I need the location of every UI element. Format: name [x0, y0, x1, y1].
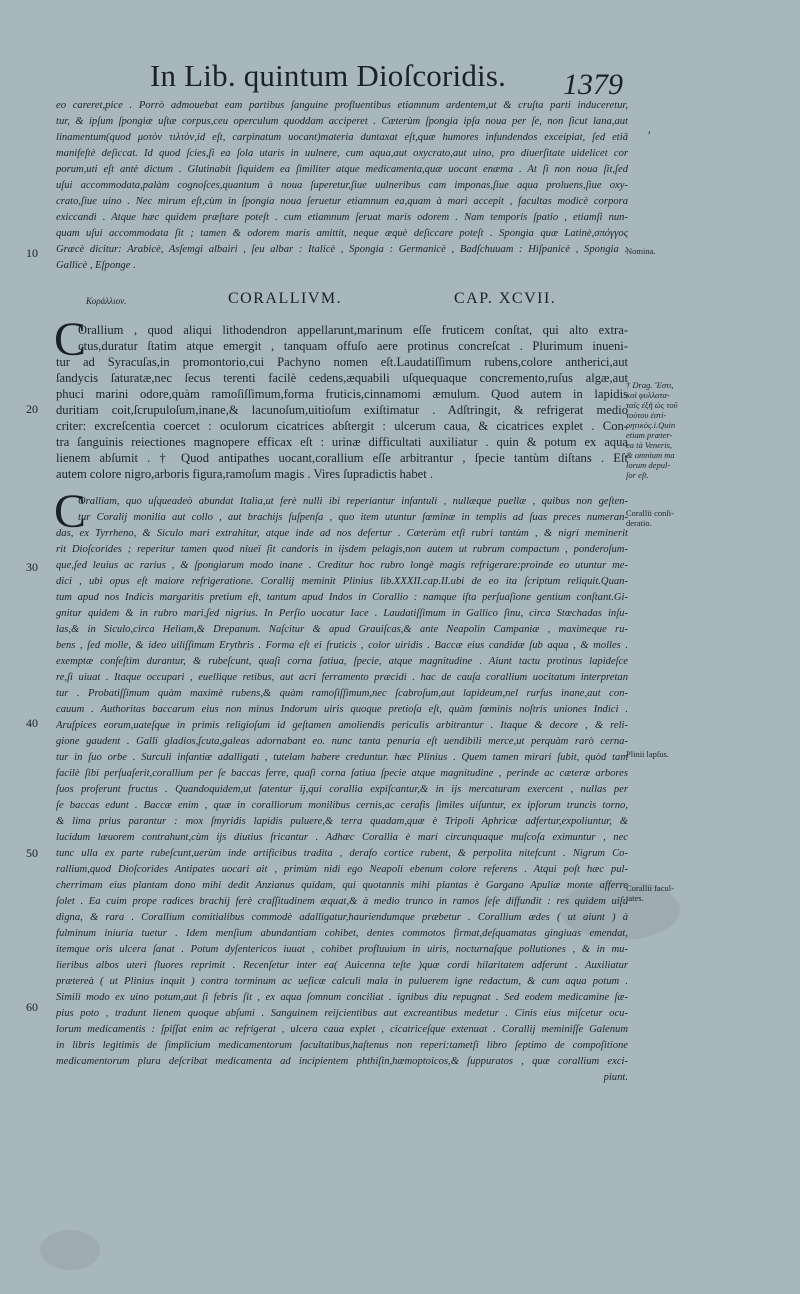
margin-note-line: ſor eſt. [626, 470, 649, 480]
dioscorides-text [54, 313, 628, 482]
text-line: rallium,quod Dioſcorides Antipates uocari ait , primùm nidi ego Neapoli ebenum colore referens . Atqui poſt hæc pul- [56, 864, 628, 875]
text-line: bens , ſed molle, & ideo uiliſſimum Erythris . Forma eſt ei fruticis , color uiridis . Baccæ eius candidæ ſub aqua , & molles . [56, 640, 628, 651]
drop-cap-initial: C [54, 485, 87, 538]
commentary-text [54, 485, 628, 1086]
text-line: facilè ſibi perſuaſerit,corallium per ſe baccas ferre, quaſi corna ſatiua ſpecie atque magnitudine , perinde ac cæteræ arbores [56, 768, 628, 779]
margin-note-text: Nomina. [626, 246, 656, 256]
chapter-number: CAP. XCVII. [454, 290, 557, 307]
text-line: Gallicè , Eſponge . [56, 260, 136, 271]
text-line: Aruſpices eorum,uateſque in primis religioſum id geſtamen amoliendis periculis arbitrantur . Itaque & decore , & reli- [56, 720, 628, 731]
text-line: prætereà ( ut Plinius inquit ) contra torminum ac ueſicæ calculi mala in puluerem igne redactum, & cum aqua potum . [56, 976, 628, 987]
margin-note-line: Corallii facul- [626, 883, 674, 893]
text-line: que,ſed leuius ac rarius , & ſpongiarum modo inane . Creditur hoc rubro longè magis refrigerare:proinde eo utuntur me- [56, 560, 628, 571]
ink-mark: ʹ [648, 128, 651, 143]
text-line: itemque oris ulcera ſanat . Potum dyſentericos iuuat , cohibet profluuium in uiris, nocturnaſque pollutiones , & in mu- [56, 944, 628, 955]
text-line: phuci marini odore,quàm ramoſiſſimum,forma fruticis,cinnamomi æmulum. Quod autem in lapidis [56, 387, 628, 401]
text-line: manifeſtè deſiccat. Id quod ſcies,ſi ea ſola utaris in uulnere, cum aqua,aut oxycrato,aut uino, pro diuerſitate uidelicet cor [56, 148, 628, 159]
text-line: tra ſanguinis reiectiones magnopere efficax eſt : urinæ difficultati auxiliatur . quin & potum ex aqua [56, 435, 628, 449]
text-line: ſe baccas edunt . Baccæ enim , quæ in coralliorum monilibus cernis,ac cerafis ſimiles uiſuntur, ex ipſorum truncis torno, [56, 800, 628, 811]
line-number: 10 [26, 246, 38, 260]
text-line: re,ſi uiuat . Itaque occupari , euellique retibus, aut acri ferramento præcidi . hac de cauſa corallium uocitatum interpretan [56, 672, 628, 683]
line-number: 60 [26, 1000, 38, 1014]
text-line: tur in ſuo orbe . Surculi infantiæ adalligati , tutelam habere creduntur. hæc Plinius . Quem tamen mirari ſubit, quòd tam [56, 752, 628, 763]
margin-note-plinii-lapsus [626, 749, 702, 759]
text-line: cherrimam eius plantam dono mihi dedit Anzianus quidam, qui quotannis mihi plantas è Gargano Apuliæ monte afferre [56, 880, 628, 891]
text-line: dici , ubi opus eſt maiore refrigeratione. Corallij meminit Plinius lib.XXXII.cap.II.ubi de eo ita ſcriptum reliquit.Quan- [56, 576, 628, 587]
margin-note-line: ταῖς ἐξῆ ὡς τοῦ [626, 400, 678, 410]
margin-note-text: Plinii lapſus. [626, 749, 669, 759]
text-line: tum apud nos Indicis margaritis pretium eſt, tantum apud Indos in Corallio : namque iſta perſuaſione gentium conſtant.Gi- [56, 592, 628, 603]
margin-note-line: τούτου ἐστί- [626, 410, 667, 420]
text-line: Orallium , quod aliqui lithodendron appellarunt,marinum eſſe fruticem conſtat, qui alto extra- [78, 323, 628, 337]
paper-stain [40, 1230, 100, 1270]
text-line: pius poto , tradunt lienem quoque abſumi . Sanguinem reijcientibus aut excreantibus medetur . Cinis eius miſcetur ocu- [56, 1008, 628, 1019]
margin-note-line: καὶ φυλλατα- [626, 390, 670, 400]
chapter-title: CORALLIVM. [228, 290, 343, 307]
text-line: exemptæ confeſtim durantur, & rubeſcunt, quaſi corna ſatiua, ſpecie, atque magnitudine . Aiunt tactu protinus lapideſce [56, 656, 628, 667]
margin-note-consideratio [626, 508, 702, 528]
text-line: porum,uti eſt antè dictum . Glutinabit ſiquidem ea ſimiliter atque medicamenta,quæ uocant enæma . At ſi non noua ſit,ſed [56, 164, 628, 175]
line-number: 30 [26, 560, 38, 574]
intro-paragraph [56, 98, 628, 274]
text-line: & lima prius parantur : mox ſmyridis lapidis puluere,& terra quadam,quæ è Tripoli Aphricæ adfertur,expoliuntur, & [56, 816, 628, 827]
drop-cap-initial: C [54, 313, 87, 366]
text-line: lucidum læuorem contrahunt,cùm ijs diutius fricantur . Adhæc Corallia è mari circunquaque muſcoſa eximuntur , nec [56, 832, 628, 843]
text-line: Oralliam, quo uſqueadeò abundat Italia,ut ferè nulli ibi reperiantur infantuli , nullæque puellæ , quibus non geſten- [78, 496, 628, 507]
text-line: lieribus albos uteri fluores reprimit . Recenſetur inter ea( Auicenna teſte )quæ cordi hilaritatem adferunt . Auxiliatur [56, 960, 628, 971]
text-line: tur Coralij monilia aut collo , aut brachijs ſuſpenſa , quo item utuntur fœminæ in templis ad ſuas preces numeran- [78, 512, 628, 523]
text-line: uſui accommodata,palàm cognoſces,quantum à noua ſuperetur,ſiue uulneribus cam imponas,ſiue aqua proluens,ſiue oxy- [56, 180, 628, 191]
text-line: das, ex Tyrrheno, & Siculo mari extrahitur, atque inde ad nos defertur . Cæterùm etſi rubri tantùm , & nigri meminerit [56, 528, 628, 539]
margin-note-line: etiam præter- [626, 430, 673, 440]
margin-note-line: ρητικὸς.i.Quin [626, 420, 676, 430]
text-line: lienem abſumit . † Quod antipathes uocant,corallium eſſe arbitrantur , ſpecie tantùm diſtans . Eſt [56, 451, 628, 465]
text-line: eo careret,pice . Porrò admouebat eam partibus ſanguine profluentibus etiamnum ardentem,ut & cruſta parti induceretur, [56, 100, 628, 111]
line-number: 20 [26, 402, 38, 416]
text-line: tunc ulla ex parte rubeſcunt,uerùm inde artificibus tradita , derafo cortice rubent, & perpolita nitefcunt . Nigrum Co- [56, 848, 628, 859]
chapter-heading [56, 290, 628, 314]
text-line: autem colore nigro,arboris figura,ramoſum magis . Vires ſupradictis habet . [56, 467, 434, 481]
margin-note-drag [626, 380, 702, 480]
margin-note-line: tates. [626, 893, 644, 903]
text-line: gione gaudent . Galli gladios,ſcuta,galeas adornabant eo. nunc tanta penuria eſt uendibili merce,ut perquàm rarò cerna- [56, 736, 628, 747]
text-line: ſandycis ſaturatæ,nec ſecus terenti facilè cedens,æquabili uſquequaque concremento,ruſus algæ,aut [56, 371, 628, 385]
margin-note-line: † Drag. Ἔστι, [626, 380, 674, 390]
text-line: rit Dioſcorides ; reperitur tamen quod niueï ſit candoris in ijsdem pelagis,non autem ut rubrum compactum , ponderoſum- [56, 544, 628, 555]
text-line: tur, & ipſum ſpongiæ uſtæ corpus,ceu operculum quoddam acciperet . Cæterùm ſpongia ipſa noua per ſe, non ſicut lana,aut [56, 116, 628, 127]
text-line: piunt. [603, 1072, 628, 1083]
text-line: ſolet . Ea cuim prope radices brachij ferè craſſitudinem æquat,& à medio trunco in ramos ſeſe diffundit : res quidem uiſu [56, 896, 628, 907]
text-line: quam uſui accommodata ſit ; tamen & odorem maris amittit, neque æquè deſiccare poteſt . Spongia quæ Latinè,σπόγγος [56, 228, 628, 239]
greek-heading: Κοράλλιον. [86, 296, 127, 306]
margin-note-line: deratio. [626, 518, 652, 528]
text-line: gnitur quidem & in rubro mari,ſed nigrius. In Perſio uocatur Iace . Laudatiſſimum in Gallico ſinu, circa Stœchadas inſu- [56, 608, 628, 619]
text-line: crato,ſiue uino . Nec mirum eſt,cùm in ſpongia noua ſeruetur etiamnum ea,quam à mari accepit , facultas modicè corpora [56, 196, 628, 207]
text-line: ſuos proferunt fructus . Quandoquidem,ut fatentur ij,qui corallia expiſcantur,& in ijs mercaturam exercent , nullas per [56, 784, 628, 795]
text-line: Simili modo ex uino potum,aut ſi febris ſit , ex aqua ſomnum conciliat . ignibus diu repugnat . Sed eodem medicamine ſæ- [56, 992, 628, 1003]
text-line: lorum medicamentis : ſpiſſat enim ac refrigerat , ulcera caua explet , cicatriceſque extenuat . Corallij meminiſſe Galenum [56, 1024, 628, 1035]
text-line: Græcè dicitur: Arabicè, Asſemgi albairi , ſeu albar : Italicè , Spongia : Germanicè , Badſchuuam : Hiſpanicè , Spongia : [56, 244, 628, 255]
line-number: 50 [26, 846, 38, 860]
text-line: digna, & rara . Corallium comitialibus commodè adalligatur,hauriendumque præbetur . Corallium ædes ( ut aiunt ) à [56, 912, 628, 923]
margin-note-line: & omnium ma [626, 450, 675, 460]
margin-note-facultates [626, 883, 702, 903]
text-line: exiccandi . Atque hæc quidem præſtare poteſt . cum etiamnum ſeruat maris odorem . Nam temporis ſpatio , etiamſi nun- [56, 212, 628, 223]
text-line: tur . Probatiſſimum quàm maximè rubens,& quàm ramoſiſſimum,nec ſcabroſum,aut lapideum,nel rurſus inane,aut con- [56, 688, 628, 699]
margin-note-nomina [626, 246, 702, 256]
text-line: tur ad Syracuſas,in promontorio,cui Pachyno nomen eſt.Laudatiſſimum rubens,colore antherici,aut [56, 355, 628, 369]
folio-number: 1379 [563, 68, 623, 101]
text-line: fulminum iniuria tuetur . Idem menſium abundantiam cohibet, dentes commotos firmat,deſquamatas gingiuas emendat, [56, 928, 628, 939]
text-line: criter: excreſcentia coercet : oculorum cicatrices abſtergit : ulcerum caua, & cicatrices explet . Con- [56, 419, 628, 433]
margin-note-line: ea tà Veneris, [626, 440, 673, 450]
text-line: linamentum(quod μοτὸν τιλτὸν,id eſt, carpinatum uocant)materia duntaxat eſt,quæ humores infundendos exceipiat, ſed etiā [56, 132, 628, 143]
text-line: duritiam coit,ſcrupuloſum,inane,& lacunoſum,uitioſum exiſtimatur . Adſtringit, & refrigerat medio [56, 403, 628, 417]
text-line: medicamentorum plura deſcribat medicamenta ad incipientem phthiſin,hæmoptoicos,& ſuppuratos , quæ corallium exci- [56, 1056, 628, 1067]
text-line: ctus,duratur ſtatim atque emergit , tanquam offuſo aere protinus concreſcat . Plurimum inueni- [78, 339, 628, 353]
margin-note-line: lorum depul- [626, 460, 671, 470]
line-number: 40 [26, 716, 38, 730]
margin-note-line: Corallii conſi- [626, 508, 674, 518]
text-line: in libris legitimis de ſimplicium medicamentorum facultatibus,haſtenus non reperi:tametſi libro ſeptimo de compoſitione [56, 1040, 628, 1051]
running-title: In Lib. quintum Dioſcoridis. [150, 58, 507, 93]
text-line: cauum . Authoritas baccarum eius non minus Indorum uiris quoque pretioſa eſt, quàm fœminis noſtris uniones Indici . [56, 704, 628, 715]
text-line: las,& in Siculo,circa Heliam,& Drepanum. Naſcitur & apud Grauiſcas,& ante Neapolin Campaniæ , maximeque ru- [56, 624, 628, 635]
